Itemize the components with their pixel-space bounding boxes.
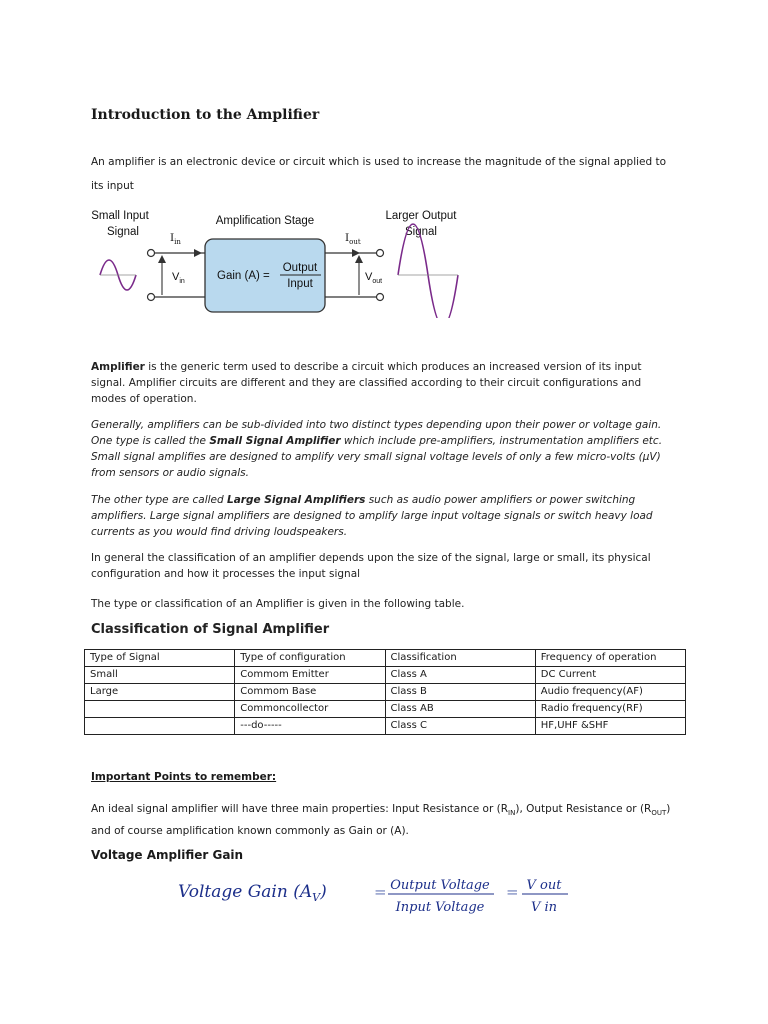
table-header-cell: Classification: [385, 650, 535, 667]
large-signal-paragraph: The other type are called Large Signal Amplifiers such as audio power amplifiers or power switching amplifiers. Large signal amplifiers are designed to amplify large input voltage signals or switch heavy load currents as you would find driving loudspeakers.: [91, 494, 653, 538]
important-points-heading: Important Points to remember:: [91, 771, 277, 783]
table-cell: ---do-----: [235, 718, 385, 735]
table-cell: Commoncollector: [235, 701, 385, 718]
table-row: [85, 684, 686, 701]
input-current-arrow: [194, 249, 202, 257]
table-cell: Audio frequency(AF): [535, 684, 685, 701]
small-input-label-1: Small Input: [91, 210, 149, 222]
gain-numerator: Output: [282, 262, 318, 274]
output-terminal-top: [377, 250, 384, 257]
voltage-gain-heading: Voltage Amplifier Gain: [91, 848, 244, 862]
large-sine-wave: [398, 224, 458, 318]
classification-general-paragraph: In general the classification of an amplifier depends upon the size of the signal, large or small, its physical configuration and how it processes the input signal: [91, 552, 651, 580]
page-title: Introduction to the Amplifier: [91, 107, 320, 123]
intro-paragraph: An amplifier is an electronic device or circuit which is used to increase the magnitude of the signal applied to its input: [91, 156, 667, 192]
larger-output-label-1: Larger Output: [385, 210, 457, 222]
table-header-cell: Type of Signal: [85, 650, 235, 667]
table-row: [85, 718, 686, 735]
vin-arrow-head: [158, 255, 166, 263]
table-cell: HF,UHF &SHF: [535, 718, 685, 735]
small-input-label-2: Signal: [107, 226, 139, 238]
table-header-cell: Frequency of operation: [535, 650, 685, 667]
table-cell: Small: [85, 667, 235, 684]
formula-lhs: Voltage Gain $(A_V)$: [178, 882, 327, 904]
table-cell: Class AB: [385, 701, 535, 718]
i-out-label: $I_{out}$: [345, 232, 361, 246]
ideal-amplifier-paragraph: An ideal signal amplifier will have three main properties: Input Resistance or $(R_{IN})$, Output Resistance or $(R_{OUT})$ and of course amplification known commonly as Gain or (A).: [91, 803, 671, 838]
amplifier-definition-paragraph: Amplifier is the generic term used to describe a circuit which produces an increased version of its input signal. Amplifier circuits are different and they are classified according to their circuit configurations and modes of operation.: [91, 361, 642, 405]
table-cell: Class B: [385, 684, 535, 701]
table-cell: Commom Base: [235, 684, 385, 701]
classification-table: [84, 649, 686, 735]
table-header-cell: Type of configuration: [235, 650, 385, 667]
formula-equals-1: =: [374, 883, 387, 901]
table-cell: [85, 718, 235, 735]
table-row: [85, 701, 686, 718]
i-in-label: $I_{in}$: [170, 232, 181, 246]
table-row: [85, 667, 686, 684]
amplifier-diagram: [88, 203, 468, 318]
formula-denominator: Input Voltage: [395, 900, 485, 915]
input-terminal-bottom: [148, 294, 155, 301]
vout-arrow-head: [355, 255, 363, 263]
larger-output-label-2: Signal: [405, 226, 437, 238]
gain-denominator: Input: [287, 278, 313, 290]
table-cell: Commom Emitter: [235, 667, 385, 684]
output-terminal-bottom: [377, 294, 384, 301]
table-cell: Large: [85, 684, 235, 701]
amplification-stage-label: Amplification Stage: [215, 215, 315, 227]
gain-label: Gain (A) =: [217, 270, 270, 282]
formula-denominator-2: V in: [530, 900, 558, 915]
table-cell: DC Current: [535, 667, 685, 684]
classification-title: Classification of Signal Amplifier: [91, 622, 330, 637]
table-cell: Class A: [385, 667, 535, 684]
formula-equals-2: =: [506, 883, 519, 901]
table-cell: [85, 701, 235, 718]
input-terminal-top: [148, 250, 155, 257]
v-out-label: $V_{out}$: [365, 271, 383, 285]
table-header-row: [85, 650, 686, 667]
formula-numerator-2: V out: [526, 878, 562, 893]
v-in-label: $V_{in}$: [172, 271, 185, 285]
table-cell: Radio frequency(RF): [535, 701, 685, 718]
table-intro-paragraph: The type or classification of an Amplifier is given in the following table.: [91, 598, 465, 610]
formula-numerator: Output Voltage: [390, 878, 490, 893]
table-cell: Class C: [385, 718, 535, 735]
voltage-gain-formula: [176, 872, 596, 920]
types-paragraph: Generally, amplifiers can be sub-divided into two distinct types depending upon their power or voltage gain. One type is called the Small Signal Amplifier which include pre-amplifiers, instrumentation amplifiers etc. Small signal amplifies are designed to amplify very small signal voltage levels of only a few micro-volts (μV) from sensors or audio signals.: [91, 419, 663, 479]
